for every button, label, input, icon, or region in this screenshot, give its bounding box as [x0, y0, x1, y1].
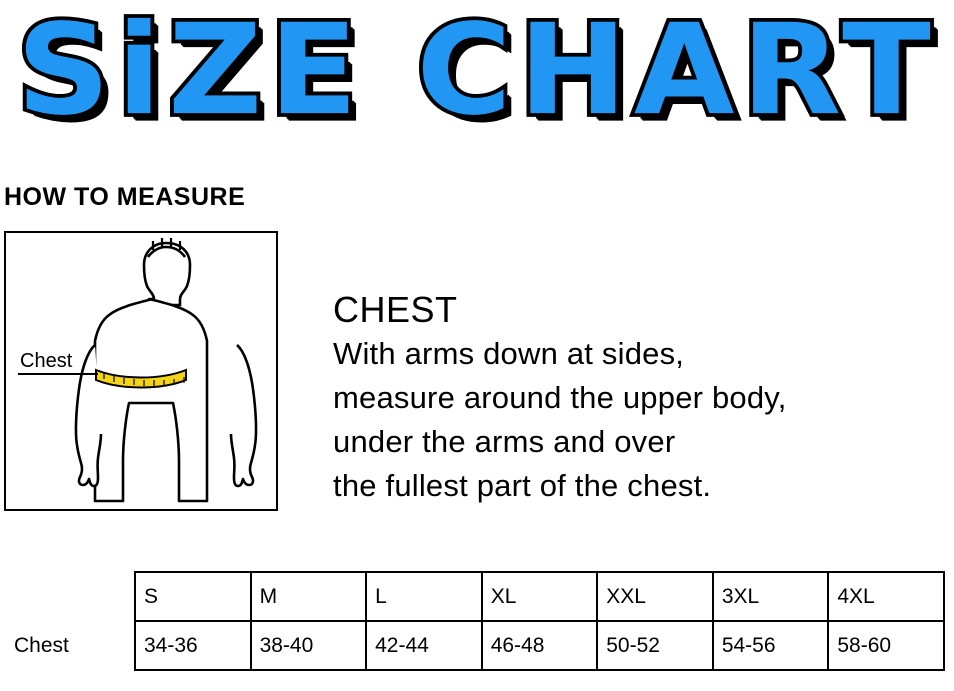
description-line-1: With arms down at sides,: [333, 336, 685, 371]
table-header-size-xxl: XXL: [597, 572, 713, 621]
table-header-size-4xl: 4XL: [828, 572, 944, 621]
description-line-4: the fullest part of the chest.: [333, 468, 712, 503]
figure-chest-label: Chest: [20, 350, 73, 372]
description-heading: CHEST: [333, 289, 458, 330]
table-row: [0, 621, 944, 670]
page-title: SiZE CHART: [16, 0, 938, 144]
table-row-label-chest: Chest: [14, 633, 69, 657]
table-cell-chest-s: 34-36: [135, 621, 251, 670]
measurement-description: [333, 288, 933, 508]
description-body: [333, 332, 933, 508]
table-cell-chest-4xl: 58-60: [828, 621, 944, 670]
table-corner-cell: [0, 572, 135, 621]
table-header-size-s: S: [135, 572, 251, 621]
table-header-size-3xl: 3XL: [713, 572, 829, 621]
how-to-measure-heading: HOW TO MEASURE: [4, 183, 246, 211]
table-cell-chest-l: 42-44: [366, 621, 482, 670]
table-cell-chest-3xl: 54-56: [713, 621, 829, 670]
table-cell-chest-xxl: 50-52: [597, 621, 713, 670]
description-line-2: measure around the upper body,: [333, 380, 787, 415]
table-cell-chest-m: 38-40: [251, 621, 367, 670]
table-header-size-xl: XL: [482, 572, 598, 621]
table-cell-chest-xl: 46-48: [482, 621, 598, 670]
table-header-row: [0, 572, 944, 621]
size-chart-table: [0, 571, 945, 671]
page-title-banner: [0, 0, 954, 146]
description-line-3: under the arms and over: [333, 424, 676, 459]
table-header-size-m: M: [251, 572, 367, 621]
table-header-size-l: L: [366, 572, 482, 621]
